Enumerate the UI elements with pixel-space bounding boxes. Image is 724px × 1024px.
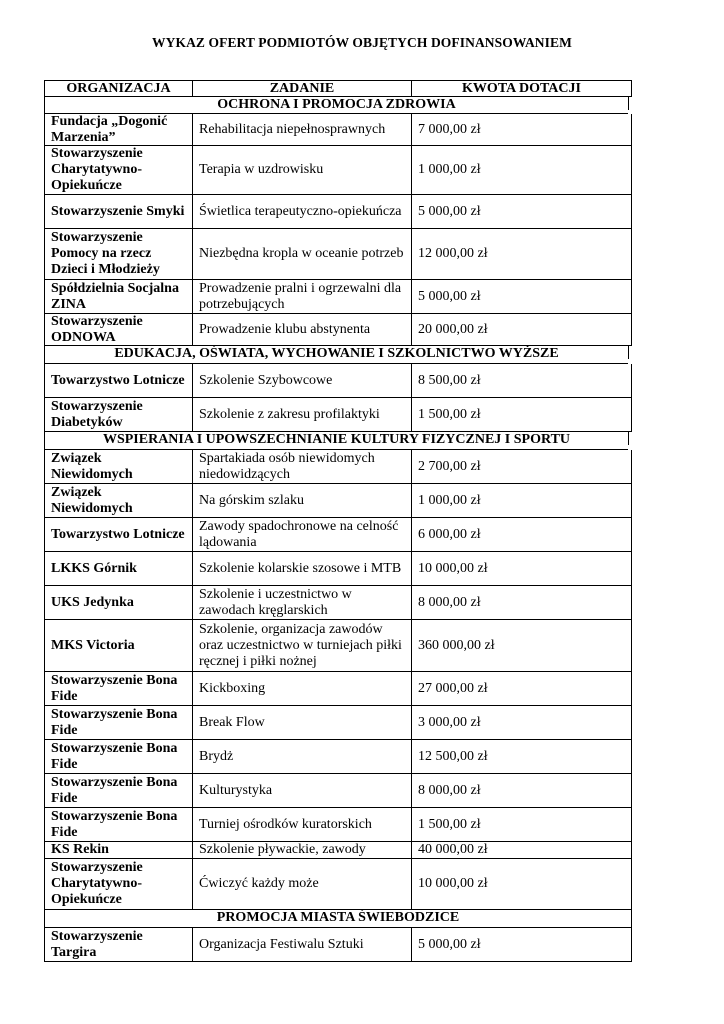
task-cell: Szkolenie, organizacja zawodów oraz uczestnictwo w turniejach piłki ręcznej i piłki nożnej bbox=[193, 620, 412, 671]
task-cell: Szkolenie Szybowcowe bbox=[193, 364, 412, 397]
organization-cell: UKS Jedynka bbox=[45, 586, 193, 619]
amount-cell: 10 000,00 zł bbox=[418, 560, 488, 576]
organization-cell: MKS Victoria bbox=[45, 620, 193, 671]
amount-cell: 8 500,00 zł bbox=[418, 372, 481, 388]
table-header-row bbox=[44, 80, 632, 97]
header-amount: KWOTA DOTACJI bbox=[462, 80, 581, 96]
amount-cell: 8 000,00 zł bbox=[418, 594, 481, 610]
organization-cell: KS Rekin bbox=[45, 842, 193, 858]
organization-cell: Stowarzyszenie Targira bbox=[45, 928, 193, 961]
table-body bbox=[44, 97, 632, 962]
task-cell: Turniej ośrodków kuratorskich bbox=[193, 808, 412, 841]
table-row bbox=[44, 146, 632, 195]
organization-cell: Towarzystwo Lotnicze bbox=[45, 518, 193, 551]
document-title: WYKAZ OFERT PODMIOTÓW OBJĘTYCH DOFINANSOWANIEM bbox=[152, 35, 572, 50]
amount-cell: 8 000,00 zł bbox=[418, 782, 481, 798]
table-row bbox=[44, 314, 632, 346]
table-row bbox=[44, 706, 632, 740]
amount-cell: 1 000,00 zł bbox=[418, 492, 481, 508]
section-heading: WSPIERANIA I UPOWSZECHNIANIE KULTURY FIZYCZNEJ I SPORTU bbox=[44, 432, 628, 450]
amount-cell: 40 000,00 zł bbox=[418, 842, 488, 857]
task-cell: Organizacja Festiwalu Sztuki bbox=[193, 928, 412, 961]
amount-cell: 1 500,00 zł bbox=[418, 816, 481, 832]
organization-cell: Stowarzyszenie Bona Fide bbox=[45, 672, 193, 705]
task-cell: Świetlica terapeutyczno-opiekuńcza bbox=[193, 195, 412, 228]
organization-cell: Spółdzielnia Socjalna ZINA bbox=[45, 280, 193, 313]
organization-cell: Fundacja „Dogonić Marzenia” bbox=[45, 114, 193, 145]
organization-cell: Związek Niewidomych bbox=[45, 450, 193, 483]
amount-cell: 6 000,00 zł bbox=[418, 526, 481, 542]
task-cell: Niezbędna kropla w oceanie potrzeb bbox=[193, 229, 412, 279]
table-row bbox=[44, 280, 632, 314]
amount-cell: 27 000,00 zł bbox=[418, 680, 488, 696]
table-row bbox=[44, 842, 632, 859]
organization-cell: Stowarzyszenie Pomocy na rzecz Dzieci i Młodzieży bbox=[45, 229, 193, 279]
organization-cell: Stowarzyszenie Bona Fide bbox=[45, 808, 193, 841]
organization-cell: Towarzystwo Lotnicze bbox=[45, 364, 193, 397]
table-row bbox=[44, 620, 632, 672]
table-row bbox=[44, 398, 632, 432]
header-task: ZADANIE bbox=[193, 81, 412, 96]
table-row bbox=[44, 808, 632, 842]
organization-cell: Stowarzyszenie Bona Fide bbox=[45, 774, 193, 807]
table-row bbox=[44, 774, 632, 808]
amount-cell: 3 000,00 zł bbox=[418, 714, 481, 730]
task-cell: Ćwiczyć każdy może bbox=[193, 859, 412, 909]
table-row bbox=[44, 229, 632, 280]
organization-cell: Stowarzyszenie Bona Fide bbox=[45, 740, 193, 773]
task-cell: Prowadzenie pralni i ogrzewalni dla potrzebujących bbox=[193, 280, 412, 313]
organization-cell: Stowarzyszenie Charytatywno-Opiekuńcze bbox=[45, 859, 193, 909]
table-row bbox=[44, 450, 632, 484]
amount-cell: 5 000,00 zł bbox=[418, 936, 481, 952]
task-cell: Break Flow bbox=[193, 706, 412, 739]
section-heading: EDUKACJA, OŚWIATA, WYCHOWANIE I SZKOLNICTWO WYŻSZE bbox=[44, 346, 628, 364]
table-row bbox=[44, 552, 632, 586]
header-organization: ORGANIZACJA bbox=[45, 81, 193, 96]
table-row bbox=[44, 740, 632, 774]
grants-table bbox=[44, 80, 632, 962]
organization-cell: Stowarzyszenie Diabetyków bbox=[45, 398, 193, 431]
amount-cell: 5 000,00 zł bbox=[418, 288, 481, 304]
amount-cell: 20 000,00 zł bbox=[418, 321, 488, 337]
task-cell: Szkolenie kolarskie szosowe i MTB bbox=[193, 552, 412, 585]
organization-cell: Stowarzyszenie Smyki bbox=[45, 195, 193, 228]
task-cell: Szkolenie z zakresu profilaktyki bbox=[193, 398, 412, 431]
section-heading: OCHRONA I PROMOCJA ZDROWIA bbox=[44, 97, 628, 114]
table-row bbox=[44, 484, 632, 518]
organization-cell: Stowarzyszenie ODNOWA bbox=[45, 314, 193, 345]
task-cell: Rehabilitacja niepełnosprawnych bbox=[193, 114, 412, 145]
amount-cell: 10 000,00 zł bbox=[418, 876, 488, 891]
table-row bbox=[44, 672, 632, 706]
table-row bbox=[44, 586, 632, 620]
task-cell: Brydż bbox=[193, 740, 412, 773]
table-row bbox=[44, 364, 632, 398]
table-row bbox=[44, 518, 632, 552]
amount-cell: 12 000,00 zł bbox=[418, 246, 488, 261]
task-cell: Kickboxing bbox=[193, 672, 412, 705]
task-cell: Terapia w uzdrowisku bbox=[193, 146, 412, 194]
amount-cell: 2 700,00 zł bbox=[418, 458, 481, 474]
organization-cell: Stowarzyszenie Bona Fide bbox=[45, 706, 193, 739]
table-row bbox=[44, 928, 632, 962]
task-cell: Szkolenie i uczestnictwo w zawodach kręglarskich bbox=[193, 586, 412, 619]
amount-cell: 1 000,00 zł bbox=[418, 162, 481, 177]
organization-cell: Stowarzyszenie Charytatywno-Opiekuńcze bbox=[45, 146, 193, 194]
task-cell: Prowadzenie klubu abstynenta bbox=[193, 314, 412, 345]
task-cell: Kulturystyka bbox=[193, 774, 412, 807]
task-cell: Szkolenie pływackie, zawody bbox=[193, 842, 412, 858]
amount-cell: 5 000,00 zł bbox=[418, 203, 481, 219]
table-row bbox=[44, 195, 632, 229]
task-cell: Na górskim szlaku bbox=[193, 484, 412, 517]
task-cell: Spartakiada osób niewidomych niedowidzących bbox=[193, 450, 412, 483]
amount-cell: 360 000,00 zł bbox=[418, 637, 495, 653]
table-row bbox=[44, 859, 632, 910]
section-heading: PROMOCJA MIASTA ŚWIEBODZICE bbox=[44, 910, 632, 928]
amount-cell: 12 500,00 zł bbox=[418, 748, 488, 764]
organization-cell: LKKS Górnik bbox=[45, 552, 193, 585]
task-cell: Zawody spadochronowe na celność lądowania bbox=[193, 518, 412, 551]
organization-cell: Związek Niewidomych bbox=[45, 484, 193, 517]
amount-cell: 1 500,00 zł bbox=[418, 406, 481, 422]
amount-cell: 7 000,00 zł bbox=[418, 121, 481, 137]
table-row bbox=[44, 114, 632, 146]
